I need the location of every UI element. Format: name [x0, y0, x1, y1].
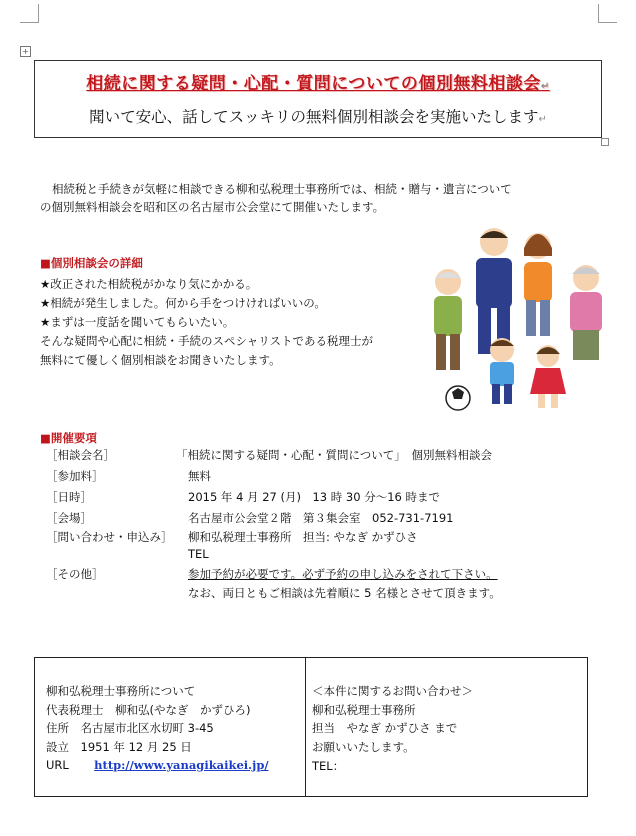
contact-heading: ＜本件に関するお問い合わせ＞: [312, 684, 473, 698]
outline-value: TEL: [188, 547, 209, 561]
title-table: [34, 60, 602, 138]
contact-tel: TEL：: [312, 759, 345, 773]
document-subtitle: 聞いて安心、話してスッキリの無料個別相談会を実施いたします↵: [89, 108, 547, 126]
url-label: URL: [46, 758, 69, 772]
outline-value: なお、両日ともご相談は先着順に 5 名様とさせて頂きます。: [188, 586, 501, 600]
intro-line-2: の個別無料相談会を昭和区の名古屋市公会堂にて開催いたします。: [40, 200, 385, 214]
detail-line: ★相続が発生しました。何から手をつけければいいの。: [40, 296, 326, 310]
table-move-handle[interactable]: +: [20, 46, 31, 57]
outline-value: 名古屋市公会堂２階 第３集会室 052-731-7191: [188, 511, 454, 525]
table-column-divider: [305, 658, 306, 796]
outline-value-notice: 参加予約が必要です。必ず予約の申し込みをされて下さい。: [188, 567, 498, 581]
outline-heading: ■開催要項: [40, 431, 97, 445]
outline-label: ［会場］: [46, 511, 92, 525]
page-corner-mark: [598, 4, 617, 23]
detail-heading: ■個別相談会の詳細: [40, 256, 143, 270]
outline-value: 無料: [188, 469, 211, 483]
outline-label: ［参加料］: [46, 469, 104, 483]
office-address: 住所 名古屋市北区水切町 3-45: [46, 721, 214, 735]
outline-value: 柳和弘税理士事務所 担当: やなぎ かずひさ: [188, 530, 418, 544]
outline-value: 2015 年 4 月 27 (月) 13 時 30 分～16 時まで: [188, 490, 440, 504]
contact-person: 担当 やなぎ かずひさ まで: [312, 721, 458, 735]
outline-value: 「相続に関する疑問・心配・質問について」 個別無料相談会: [176, 448, 493, 462]
office-about: 柳和弘税理士事務所について: [46, 684, 196, 698]
office-established: 設立 1951 年 12 月 25 日: [46, 740, 192, 754]
document-title: 相続に関する疑問・心配・質問についての個別無料相談会↵: [86, 74, 550, 94]
office-representative: 代表税理士 柳和弘(やなぎ かずひろ): [46, 703, 251, 717]
detail-line: ★改正された相続税がかなり気にかかる。: [40, 277, 258, 291]
contact-office: 柳和弘税理士事務所: [312, 703, 416, 717]
detail-line: そんな疑問や心配に相続・手続のスペシャリストである税理士が: [40, 334, 374, 348]
outline-label: ［問い合わせ・申込み］: [46, 530, 173, 544]
outline-label: ［その他］: [46, 567, 104, 581]
detail-line: 無料にて優しく個別相談をお聞きいたします。: [40, 353, 281, 367]
table-resize-handle[interactable]: [601, 138, 609, 146]
outline-label: ［日時］: [46, 490, 92, 504]
office-url-link[interactable]: http://www.yanagikaikei.jp/: [94, 758, 269, 772]
contact-request: お願いいたします。: [312, 740, 415, 754]
detail-line: ★まずは一度話を聞いてもらいたい。: [40, 315, 235, 329]
outline-label: ［相談会名］: [46, 448, 115, 462]
office-url-row: [46, 758, 269, 772]
intro-line-1: 相続税と手続きが気軽に相談できる柳和弘税理士事務所では、相続・贈与・遺言について: [52, 182, 512, 196]
family-illustration: [420, 222, 626, 418]
page-corner-mark: [20, 4, 39, 23]
